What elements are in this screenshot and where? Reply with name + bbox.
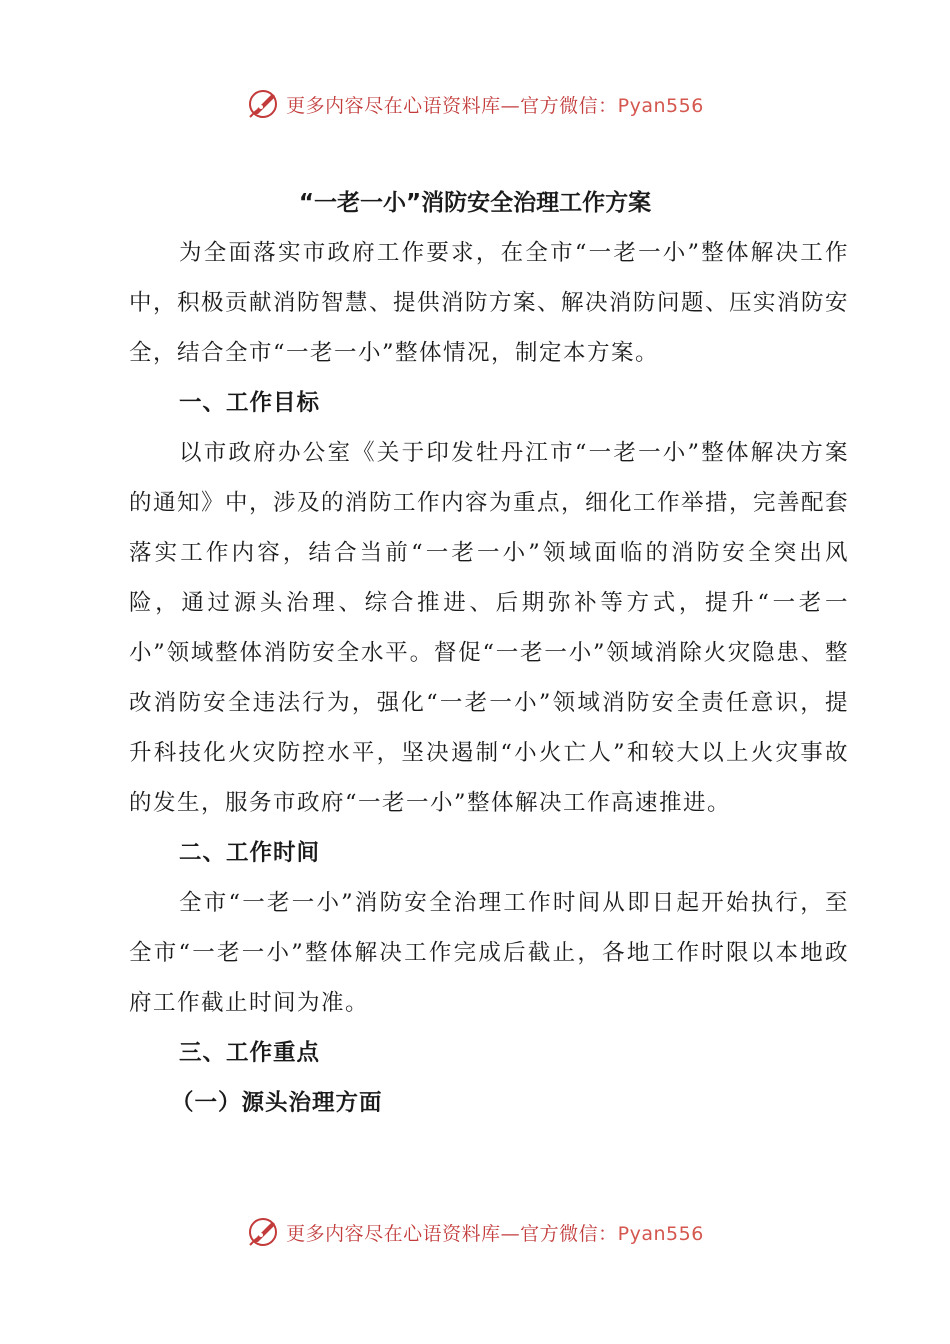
quill-logo-icon <box>246 87 280 121</box>
watermark-text: 更多内容尽在心语资料库—官方微信：Pyan556 <box>286 1222 704 1245</box>
document-body <box>129 178 849 1128</box>
quill-logo-icon <box>246 1215 280 1249</box>
document-title: “一老一小”消防安全治理工作方案 <box>298 190 652 216</box>
section-heading-time: 二、工作时间 <box>179 840 321 866</box>
watermark-wechat-id: Pyan556 <box>617 94 704 117</box>
section-heading-focus: 三、工作重点 <box>179 1040 321 1066</box>
section-body-time: 全市“一老一小”消防安全治理工作时间从即日起开始执行，至全市“一老一小”整体解决工作完成后截止，各地工作时限以本地政府工作截止时间为准。 <box>129 890 849 1016</box>
watermark-text: 更多内容尽在心语资料库—官方微信：Pyan556 <box>286 94 704 117</box>
watermark-wechat-id: Pyan556 <box>617 1222 704 1245</box>
footer-watermark <box>0 1212 950 1252</box>
subsection-heading-source: （一）源头治理方面 <box>171 1090 383 1116</box>
intro-paragraph: 为全面落实市政府工作要求，在全市“一老一小”整体解决工作中，积极贡献消防智慧、提供消防方案、解决消防问题、压实消防安全，结合全市“一老一小”整体情况，制定本方案。 <box>129 240 850 366</box>
section-heading-goals: 一、工作目标 <box>179 390 321 416</box>
section-body-goals: 以市政府办公室《关于印发牡丹江市“一老一小”整体解决方案的通知》中，涉及的消防工作内容为重点，细化工作举措，完善配套落实工作内容，结合当前“一老一小”领域面临的消防安全突出风险，通过源头治理、综合推进、后期弥补等方式，提升“一老一小”领域整体消防安全水平。督促“一老一小”领域消除火灾隐患、整改消防安全违法行为，强化“一老一小”领域消防安全责任意识，提升科技化火灾防控水平，坚决遏制“小火亡人”和较大以上火灾事故的发生，服务市政府“一老一小”整体解决工作高速推进。 <box>129 440 850 816</box>
header-watermark <box>0 84 950 124</box>
